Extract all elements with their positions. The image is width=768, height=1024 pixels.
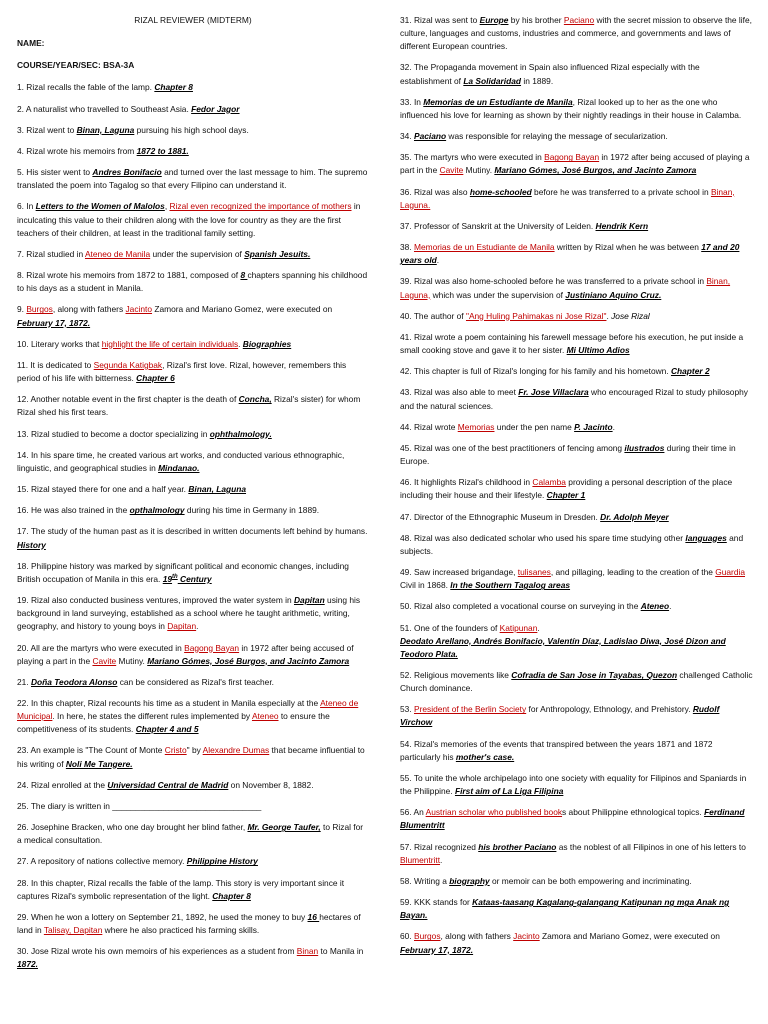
highlighted-text: highlight the life of certain individuals [101, 338, 239, 349]
highlighted-text: Memorias [457, 421, 495, 432]
document-title: RIZAL REVIEWER (MIDTERM) [134, 15, 252, 25]
question-item [400, 386, 753, 412]
highlighted-text: Ateneo de Municipal [17, 698, 359, 722]
answer-text: Century [177, 573, 212, 584]
question-text: 9. [17, 304, 27, 315]
answer-text: 1872 to 1881. [136, 145, 189, 156]
question-item [400, 622, 753, 661]
question-text: 20. All are the martyrs who were executed in [17, 642, 185, 653]
highlighted-text: Calamba [532, 477, 566, 488]
question-item [400, 511, 753, 524]
question-text: . In here, he states the different rules implemented by [52, 711, 252, 722]
question-item [17, 945, 369, 971]
question-text: 33. In [400, 96, 424, 107]
question-text: 38. [400, 242, 414, 253]
question-text: , Rizal's first love. Rizal, however, remembers this period of his life with bitterness. [17, 359, 347, 384]
answer-text: History [17, 539, 46, 550]
answer-text: ophthalmology. [209, 428, 272, 439]
question-item [400, 421, 753, 434]
answer-text: Mi Ultimo Adios [566, 345, 630, 356]
question-text: 12. Another notable event in the first chapter is the death of [17, 394, 239, 405]
highlighted-text: tulisanes [517, 567, 551, 578]
question-text: 4. Rizal wrote his memoirs from [17, 145, 137, 156]
question-text: where he also practiced his farming skills. [102, 925, 260, 936]
question-text: which was under the supervision of [430, 289, 566, 300]
answer-text: Memorias de un Estudiante de Manila [423, 96, 573, 107]
question-text: 3. Rizal went to [17, 124, 77, 135]
question-text: was responsible for relaying the message of secularization. [446, 131, 668, 142]
highlighted-text: Burgos [26, 304, 53, 315]
question-item [400, 331, 753, 357]
question-text: 45. Rizal was one of the best practitioners of fencing among [400, 442, 625, 453]
question-text: 41. Rizal wrote a poem containing his farewell message before his execution, he put inside a small cooking stove and gave it to her sister. [400, 331, 744, 356]
answer-text: Fedor Jagor [191, 103, 240, 114]
answer-text: mother's case. [455, 751, 515, 762]
highlighted-text: Binan, Laguna. [400, 186, 735, 210]
question-text: 29. When he won a lottery on September 21, 1892, he used the money to buy [17, 911, 308, 922]
question-text: to ensure the competitiveness of its students. [17, 711, 330, 735]
answer-text: Deodato Arellano, Andrés Bonifacio, Valentín Díaz, Ladislao Diwa, José Dizon and Teodoro Plata. [400, 635, 726, 659]
answer-text: Mr. George Taufer, [247, 822, 321, 833]
question-item [17, 428, 369, 441]
answer-text: Rudolf Virchow [400, 704, 720, 728]
question-item [17, 744, 369, 770]
question-item [17, 642, 369, 668]
question-item [17, 525, 369, 551]
question-text: can be considered as Rizal's first teacher. [117, 676, 274, 687]
question-item [17, 594, 369, 633]
question-item [17, 560, 369, 586]
question-text: , along with fathers [52, 304, 126, 315]
highlighted-text: "Ang Huling Pahimakas ni Jose Rizal" [465, 310, 607, 321]
question-item [17, 911, 369, 937]
question-text: 36. Rizal was also [400, 186, 470, 197]
highlighted-text: Blumentritt [400, 854, 441, 865]
highlighted-text: Bagong Bayan [184, 642, 240, 653]
answer-text: Binan, Laguna [188, 484, 247, 495]
question-text: . [669, 601, 672, 612]
question-text: 50. Rizal also completed a vocational course on surveying in the [400, 601, 641, 612]
answer-text: Biographies [242, 338, 292, 349]
question-item [17, 103, 369, 116]
question-list-right [400, 14, 753, 957]
answer-text: Noli Me Tangere. [65, 758, 133, 769]
question-text: challenged Catholic Church dominance. [400, 670, 753, 694]
question-item [17, 359, 369, 385]
question-text: 31. Rizal was sent to [400, 15, 480, 25]
question-text: 39. Rizal was also home-schooled before he was transferred to a private school in [400, 276, 707, 287]
answer-text: Concha, [238, 394, 272, 405]
answer-text: Chapter 1 [546, 490, 586, 501]
question-text: 1. Rizal recalls the fable of the lamp. [17, 82, 155, 93]
question-text: for Anthropology, Ethnology, and Prehistory. [526, 704, 693, 715]
question-item [400, 896, 753, 922]
question-item [17, 676, 369, 689]
question-text: written by Rizal when he was between [554, 242, 702, 253]
question-text: Mutiny. [463, 165, 495, 176]
question-text: 42. This chapter is full of Rizal's longing for his family and his hometown. [400, 366, 671, 377]
highlighted-text: Talisay, Dapitan [43, 925, 103, 936]
answer-text: Justiniano Aquino Cruz. [565, 289, 662, 300]
question-item [17, 269, 369, 295]
question-item [400, 566, 753, 592]
question-text: 53. [400, 704, 414, 715]
answer-text: 19 [162, 573, 173, 584]
answer-text: Cofradia de San Jose in Tayabas, Quezon [511, 670, 678, 681]
question-text: or memoir can be both empowering and incriminating. [489, 875, 692, 886]
answer-text: Doña Teodora Alonso [30, 676, 118, 687]
question-item [17, 821, 369, 847]
question-text: 49. Saw increased brigandage, [400, 567, 518, 578]
answer-text: La Solidaridad [463, 75, 522, 86]
question-text: under the supervision of [150, 248, 245, 259]
question-item [400, 600, 753, 613]
question-text: 28. In this chapter, Rizal recalls the fable of the lamp. This story is very important since it captures Rizal's symbolic representation of the light. [17, 877, 345, 901]
question-text: 7. Rizal studied in [17, 248, 85, 259]
question-text: to Manila in [318, 946, 364, 957]
question-item [400, 220, 753, 233]
question-text: 46. It highlights Rizal's childhood in [400, 477, 533, 488]
question-item [17, 145, 369, 158]
question-item [400, 14, 753, 53]
answer-text: Universidad Central de Madrid [107, 779, 229, 790]
question-text: that became influential to his writing of [17, 745, 365, 769]
question-list-left [17, 81, 369, 971]
question-text: 40. The author of [400, 310, 466, 321]
question-item [17, 504, 369, 517]
question-text: Mutiny. [116, 655, 148, 666]
answer-text: Mariano Gómes, José Burgos, and Jacinto Zamora [494, 165, 697, 176]
question-item [17, 855, 369, 868]
answer-text: ilustrados [624, 442, 665, 453]
highlighted-text: Burgos [413, 931, 441, 942]
question-item [400, 875, 753, 888]
question-text: 18. Philippine history was marked by significant political and economic changes, including British occupation of Manila in this era. [17, 560, 349, 584]
question-item [400, 275, 753, 301]
answer-text: languages [685, 532, 727, 543]
answer-text: Hendrik Kern [595, 220, 649, 231]
question-text: 16. He was also trained in the [17, 505, 130, 516]
answer-text: Spanish Jesuits. [244, 248, 311, 259]
highlighted-text: President of the Berlin Society [413, 704, 527, 715]
question-text: 5. His sister went to [17, 167, 93, 178]
answer-text: Chapter 4 and 5 [135, 724, 199, 735]
question-text: during his time in Germany in 1889. [184, 505, 320, 516]
question-text: 43. Rizal was also able to meet [400, 387, 519, 398]
question-text: 37. Professor of Sanskrit at the University of Leiden. [400, 220, 596, 231]
question-text: . [606, 310, 612, 321]
answer-text: Mindanao. [158, 462, 200, 473]
answer-text: First aim of La Liga Filipina [454, 786, 564, 797]
question-text: 55. To unite the whole archipelago into one society with equality for Filipinos and Spaniards in the Philippine. [400, 772, 747, 797]
question-text: Zamora and Mariano Gomez, were executed on [152, 304, 333, 315]
highlighted-text: Katipunan [499, 622, 538, 633]
answer-text: February 17, 1872. [17, 317, 91, 328]
answer-text: Andres Bonifacio [92, 167, 162, 178]
question-item [400, 365, 753, 378]
question-text: in 1972 after being accused of playing a part in the [400, 152, 750, 176]
question-item [400, 738, 753, 764]
question-text: with the secret mission to observe the life, culture, languages and customs, industries and commerce, and governments and laws of different European countries. [400, 15, 752, 52]
question-item [400, 241, 753, 267]
question-text: s about Philippine ethnological topics. [562, 807, 705, 818]
question-text: before he was transferred to a private school in [531, 186, 711, 197]
question-text: 11. It is dedicated to [17, 359, 94, 370]
question-text: 14. In his spare time, he created various art works, and conducted various ethnographic, linguistic, and geographical studies in [17, 449, 345, 473]
name-label: NAME: [17, 38, 45, 49]
question-item [400, 669, 753, 695]
question-item [17, 393, 369, 419]
course-label: COURSE/YEAR/SEC: BSA-3A [17, 60, 135, 71]
answer-text: Fr. Jose Villaclara [518, 387, 589, 398]
question-text: 25. The diary is written in ________________________________ [17, 800, 262, 811]
question-text: " by [186, 745, 203, 756]
answer-text: Binan, Laguna [76, 124, 135, 135]
answer-text: Chapter 8 [154, 82, 193, 93]
question-text: 26. Josephine Bracken, who one day brought her blind father, [17, 822, 248, 833]
question-text: Jose Rizal [611, 310, 650, 321]
question-text: 56. An [400, 807, 426, 818]
question-item [400, 806, 753, 832]
question-text: . [238, 338, 243, 349]
question-text: 34. [400, 131, 414, 142]
question-item [400, 130, 753, 143]
answer-text: home-schooled [469, 186, 532, 197]
question-text: and subjects. [400, 532, 744, 556]
question-text: 19. Rizal also conducted business ventures, improved the water system in [17, 595, 294, 606]
answer-text: P. Jacinto [574, 421, 613, 432]
question-text: in 1972 after being accused of playing a part in the [17, 642, 354, 666]
question-text: in 1889. [521, 75, 554, 86]
question-text: 44. Rizal wrote [400, 421, 458, 432]
answer-text: Dr. Adolph Meyer [600, 511, 669, 522]
question-text: chapters spanning his childhood to his days as a student in Manila. [17, 270, 368, 294]
question-text: 35. The martyrs who were executed in [400, 152, 545, 163]
question-item [400, 61, 753, 87]
question-text: 48. Rizal was also dedicated scholar who used his spare time studying other [400, 532, 686, 543]
question-item [400, 310, 753, 323]
question-text: , and pillaging, leading to the creation of the [550, 567, 716, 578]
question-text: . [196, 621, 199, 632]
question-text: 47. Director of the Ethnographic Museum in Dresden. [400, 511, 601, 522]
question-text: 57. Rizal recognized [400, 841, 479, 852]
answer-text: Dapitan [293, 595, 325, 606]
question-text: during their time in Europe. [400, 442, 736, 467]
question-item [400, 186, 753, 212]
answer-text: Kataas-taasang Kagalang-galangang Katipunan ng mga Anak ng Bayan. [400, 897, 730, 921]
question-text: , along with fathers [440, 931, 514, 942]
question-text: Rizal's sister) for whom Rizal shed his first tears. [17, 394, 361, 418]
question-item [17, 303, 369, 329]
answer-text: 16 [307, 911, 320, 922]
question-text: Civil in 1868. [400, 580, 451, 591]
highlighted-text: Alexandre Dumas [202, 745, 270, 756]
question-item [17, 124, 369, 137]
question-item [400, 930, 753, 956]
answer-text: 8 [240, 270, 248, 281]
question-item [17, 483, 369, 496]
question-text: Zamora and Mariano Gomez, were executed on [539, 931, 720, 942]
question-text: 23. An example is "The Count of Monte [17, 745, 165, 756]
question-text: 13. Rizal studied to become a doctor specializing in [17, 428, 210, 439]
highlighted-text: Ateneo de Manila [84, 248, 151, 259]
question-text: who encouraged Rizal to study philosophy and the natural sciences. [400, 387, 748, 411]
answer-text: Chapter 8 [212, 890, 251, 901]
answer-text: Mariano Gómes, José Burgos, and Jacinto Zamora [147, 655, 350, 666]
question-text: th [172, 574, 178, 581]
highlighted-text: Rizal even recognized the importance of mothers [169, 201, 352, 212]
answer-text: Ferdinand Blumentritt [400, 807, 745, 831]
answer-text: Philippine History [186, 856, 258, 867]
highlighted-text: Binan [296, 946, 319, 957]
answer-text: his brother Paciano [478, 841, 557, 852]
question-text: hectares of land in [17, 911, 361, 936]
question-text: 52. Religious movements like [400, 670, 512, 681]
question-text: . [612, 421, 615, 432]
question-text: 58. Writing a [400, 875, 450, 886]
question-text: 32. The Propaganda movement in Spain also influenced Rizal especially with the establishment of [400, 62, 700, 86]
question-text: 22. In this chapter, Rizal recounts his time as a student in Manila especially at the [17, 698, 321, 709]
answer-text: Chapter 2 [670, 366, 710, 377]
question-text: on November 8, 1882. [228, 779, 314, 790]
highlighted-text: Cavite [439, 165, 464, 176]
answer-text: 17 and 20 years old [400, 242, 740, 266]
highlighted-text: Dapitan [167, 621, 197, 632]
question-item [400, 151, 753, 177]
highlighted-text: Cavite [92, 655, 117, 666]
question-item [17, 449, 369, 475]
question-text: 27. A repository of nations collective memory. [17, 856, 187, 867]
question-text: 6. In [17, 201, 36, 212]
question-item [17, 779, 369, 792]
question-text: using his background in land surveying, established as a school where he taught arithmetic, writing, geography, and history to young boys in [17, 595, 361, 632]
question-text: , Rizal looked up to her as the one who influenced his love for learning as shown by their nightly readings in their house in Calamba. [400, 96, 742, 120]
question-text: 60. [400, 931, 414, 942]
question-text: under the pen name [494, 421, 575, 432]
answer-text: In the Southern Tagalog areas [450, 580, 571, 591]
highlighted-text: Cristo [164, 745, 187, 756]
question-text: 24. Rizal enrolled at the [17, 779, 108, 790]
highlighted-text: Bagong Bayan [544, 152, 600, 163]
answer-text: biography [449, 875, 490, 886]
question-text: 59. KKK stands for [400, 897, 473, 908]
highlighted-text: Segunda Katigbak [93, 359, 163, 370]
answer-text: February 17, 1872. [400, 944, 474, 955]
answer-text: Ateneo [640, 601, 670, 612]
question-item [400, 841, 753, 867]
highlighted-text: Jacinto [513, 931, 540, 942]
question-text: 17. The study of the human past as it is described in written documents left behind by humans. [17, 526, 368, 537]
question-item [17, 800, 369, 813]
answer-text: Europe [479, 15, 509, 25]
question-item [400, 96, 753, 122]
left-column [17, 14, 369, 980]
question-item [17, 338, 369, 351]
right-column [400, 14, 753, 965]
highlighted-text: Paciano [563, 15, 595, 25]
question-text: 15. Rizal stayed there for one and a half year. [17, 484, 189, 495]
question-text: , [164, 201, 170, 212]
highlighted-text: Austrian scholar who published book [425, 807, 563, 818]
highlighted-text: Memorias de un Estudiante de Manila [413, 242, 555, 253]
question-item [400, 442, 753, 468]
question-text: pursuing his high school days. [134, 124, 249, 135]
question-text: 54. Rizal's memories of the events that transpired between the years 1871 and 1872 particularly his [400, 738, 713, 762]
question-item [17, 697, 369, 736]
highlighted-text: Ateneo [251, 711, 279, 722]
question-item [400, 532, 753, 558]
question-text: 21. [17, 676, 31, 687]
question-text: 10. Literary works that [17, 338, 102, 349]
question-text: 30. Jose Rizal wrote his own memoirs of his experiences as a student from [17, 946, 297, 957]
highlighted-text: Guardia [715, 567, 746, 578]
answer-text: 1872. [17, 959, 38, 970]
question-item [17, 248, 369, 261]
question-text: . [440, 854, 443, 865]
highlighted-text: Binan, Laguna, [400, 276, 731, 300]
question-text: . [436, 255, 440, 266]
question-item [400, 476, 753, 502]
highlighted-text: Jacinto [125, 304, 153, 315]
question-text: 51. One of the founders of [400, 622, 500, 633]
question-text: in inculcating this value to their children along with the love for country as they are the first teachers of their children, at least in the traditional family setting. [17, 201, 361, 238]
question-text: to Rizal for a medical consultation. [17, 822, 364, 846]
question-item [17, 81, 369, 94]
answer-text: Letters to the Women of Malolos [35, 201, 165, 212]
answer-text: opthalmology [129, 505, 185, 516]
question-text: 8. Rizal wrote his memoirs from 1872 to 1881, composed of [17, 270, 241, 281]
question-item [17, 200, 369, 239]
question-item [400, 772, 753, 798]
question-text: providing a personal description of the place including their house and their lifestyle. [400, 477, 733, 501]
question-text: 2. A naturalist who travelled to Southeast Asia. [17, 103, 192, 114]
question-text: . [537, 622, 540, 633]
answer-text: Chapter 6 [136, 373, 175, 384]
question-item [400, 703, 753, 729]
answer-text: Paciano [413, 131, 447, 142]
question-item [17, 166, 369, 192]
question-text: by his brother [508, 15, 564, 25]
question-item [17, 877, 369, 903]
question-text: as the noblest of all Filipinos in one of his letters to [556, 841, 746, 852]
question-text: and turned over the last message to him. The supremo translated the poem into Tagalog so that every Filipino can understand it. [17, 167, 368, 191]
